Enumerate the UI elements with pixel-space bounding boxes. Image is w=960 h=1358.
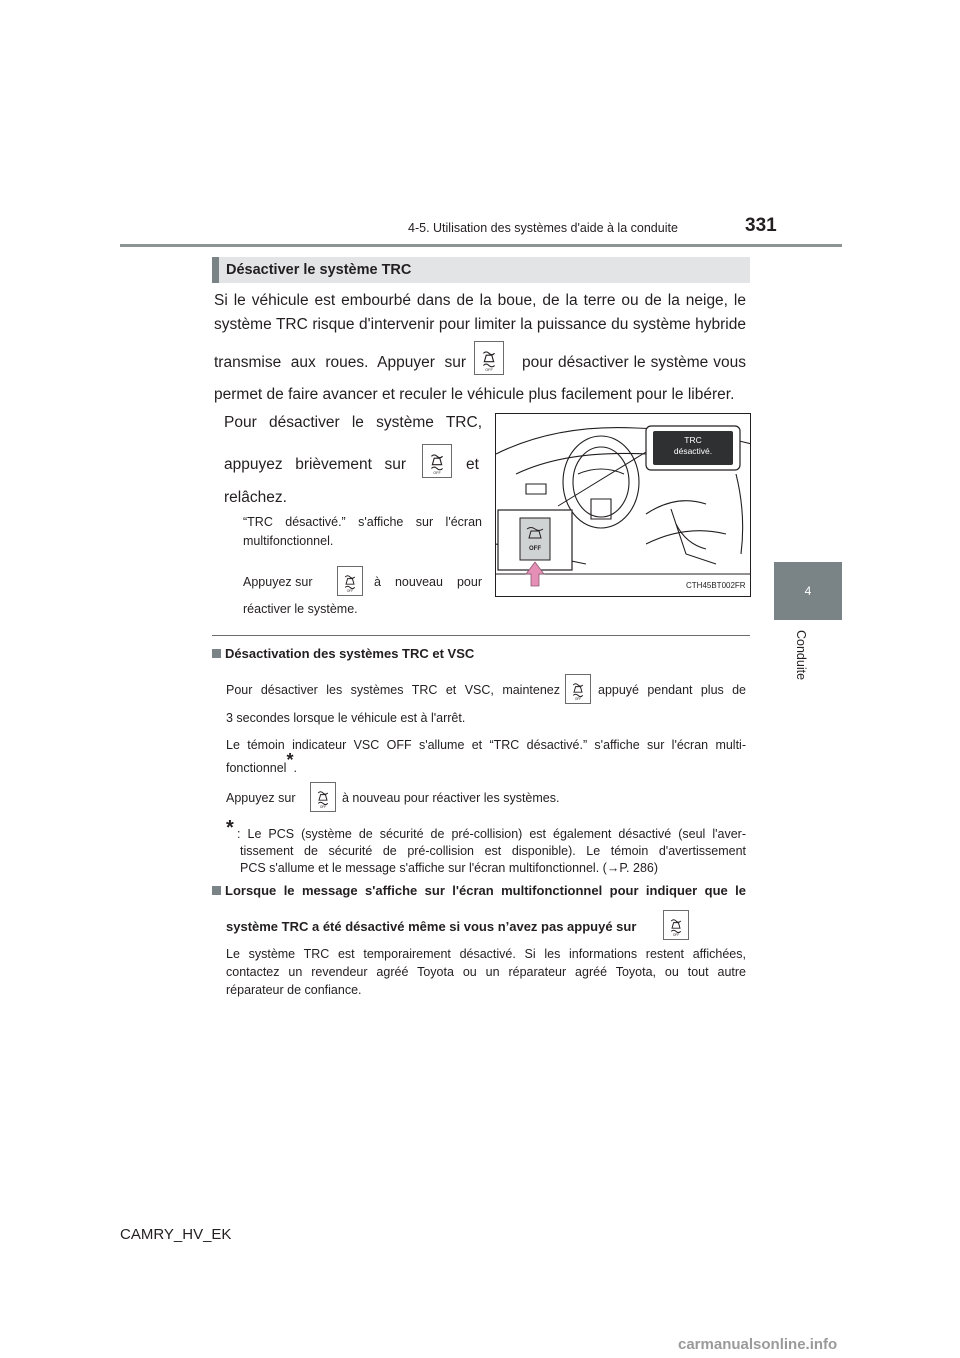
note1-p1c: 3 secondes lorsque le véhicule est à l'arrêt. [226,711,466,725]
instruction-msg-line-2: multifonctionnel. [243,534,334,548]
instruction-line-1: Pour désactiver le système TRC, [224,414,482,431]
vsc-off-button-icon [337,566,363,596]
svg-text:OFF: OFF [433,471,441,476]
intro-line-3b: pour désactiver le système vous [522,354,746,371]
vsc-off-button-icon [422,444,452,478]
page-number: 331 [745,215,777,236]
footnote-line-2: tissement de sécurité de pré-collision est disponible). Le témoin d'avertissement [240,844,746,858]
note1-p2a: Le témoin indicateur VSC OFF s'allume et “TRC désactivé.” s'affiche sur l'écran multi- [226,738,746,752]
note1-p3b: à nouveau pour réactiver les systèmes. [342,791,560,805]
section-divider [212,635,750,636]
note2-line-1: Le système TRC est temporairement désactivé. Si les informations restent affichées, [226,947,746,961]
note1-p2b: fonctionnel [226,761,287,775]
intro-line-2: système TRC risque d'intervenir pour limiter la puissance du système hybride [214,316,746,333]
footnote-star: * [286,750,294,770]
svg-text:OFF: OFF [485,368,493,373]
note2-heading-2: système TRC a été désactivé même si vous n’avez pas appuyé sur [226,919,637,934]
svg-text:OFF: OFF [672,933,680,938]
note1-heading [212,645,474,662]
vsc-off-button-icon [565,674,591,704]
header-rule [120,244,842,247]
note1-p2b-line [226,752,297,777]
note1-p1b: appuyé pendant plus de [598,683,746,697]
footer-model-code: CAMRY_HV_EK [120,1226,232,1243]
note1-p3a: Appuyez sur [226,791,296,805]
vsc-off-button-icon [663,910,689,940]
instruction-again-c: réactiver le système. [243,602,358,616]
instruction-line-3: relâchez. [224,489,287,506]
vsc-off-button-icon [310,782,336,812]
instruction-line-2a: appuyez brièvement sur [224,456,406,473]
note2-line-2: contactez un revendeur agréé Toyota ou un réparateur agréé Toyota, ou tout autre [226,965,746,979]
display-message-line-2: désactivé. [673,446,713,456]
instruction-again-b: à nouveau pour [374,575,482,589]
footnote-star: * [226,817,234,839]
note1-heading-text: Désactivation des systèmes TRC et VSC [225,646,475,661]
display-message-line-1: TRC [684,435,702,445]
intro-line-4: permet de faire avancer et reculer le véhicule plus facilement pour le libérer. [214,386,735,403]
square-bullet-icon [212,886,221,895]
footnote-line-1: : Le PCS (système de sécurité de pré-collision) est également désactivé (seul l'aver- [237,827,746,841]
note2-heading-line-1 [212,882,746,899]
figure-code: CTH45BT002FR [686,581,746,590]
square-bullet-icon [212,649,221,658]
section-title: Désactiver le système TRC [226,262,412,278]
chapter-number: 4 [804,584,812,598]
svg-text:OFF: OFF [346,589,354,594]
watermark: carmanualsonline.info [678,1336,838,1353]
note2-heading-1: Lorsque le message s'affiche sur l'écran multifonctionnel pour indiquer que le [225,883,746,898]
instruction-line-2b: et [466,456,479,473]
instruction-msg-line-1: “TRC désactivé.” s'affiche sur l'écran [243,515,482,529]
chapter-label: Conduite [794,630,808,681]
note1-p1a: Pour désactiver les systèmes TRC et VSC, maintenez [226,683,560,697]
note1-p2-end: . [293,761,297,775]
instruction-again-a: Appuyez sur [243,575,313,589]
vsc-off-button-icon [474,341,504,375]
figure-off-label: OFF [529,546,541,552]
svg-text:OFF: OFF [319,805,327,810]
header-section-title: 4-5. Utilisation des systèmes d'aide à la conduite [408,221,678,235]
footnote-line-3: PCS s'allume et le message s'affiche sur l'écran multifonctionnel. (→P. 286) [240,861,659,875]
intro-line-3a: transmise aux roues. Appuyer sur [214,354,466,371]
intro-line-1: Si le véhicule est embourbé dans de la boue, de la terre ou de la neige, le [214,292,746,309]
note2-line-3: réparateur de confiance. [226,983,362,997]
svg-text:OFF: OFF [574,697,582,702]
dashboard-illustration [495,413,751,597]
section-bar-mark [212,257,219,283]
